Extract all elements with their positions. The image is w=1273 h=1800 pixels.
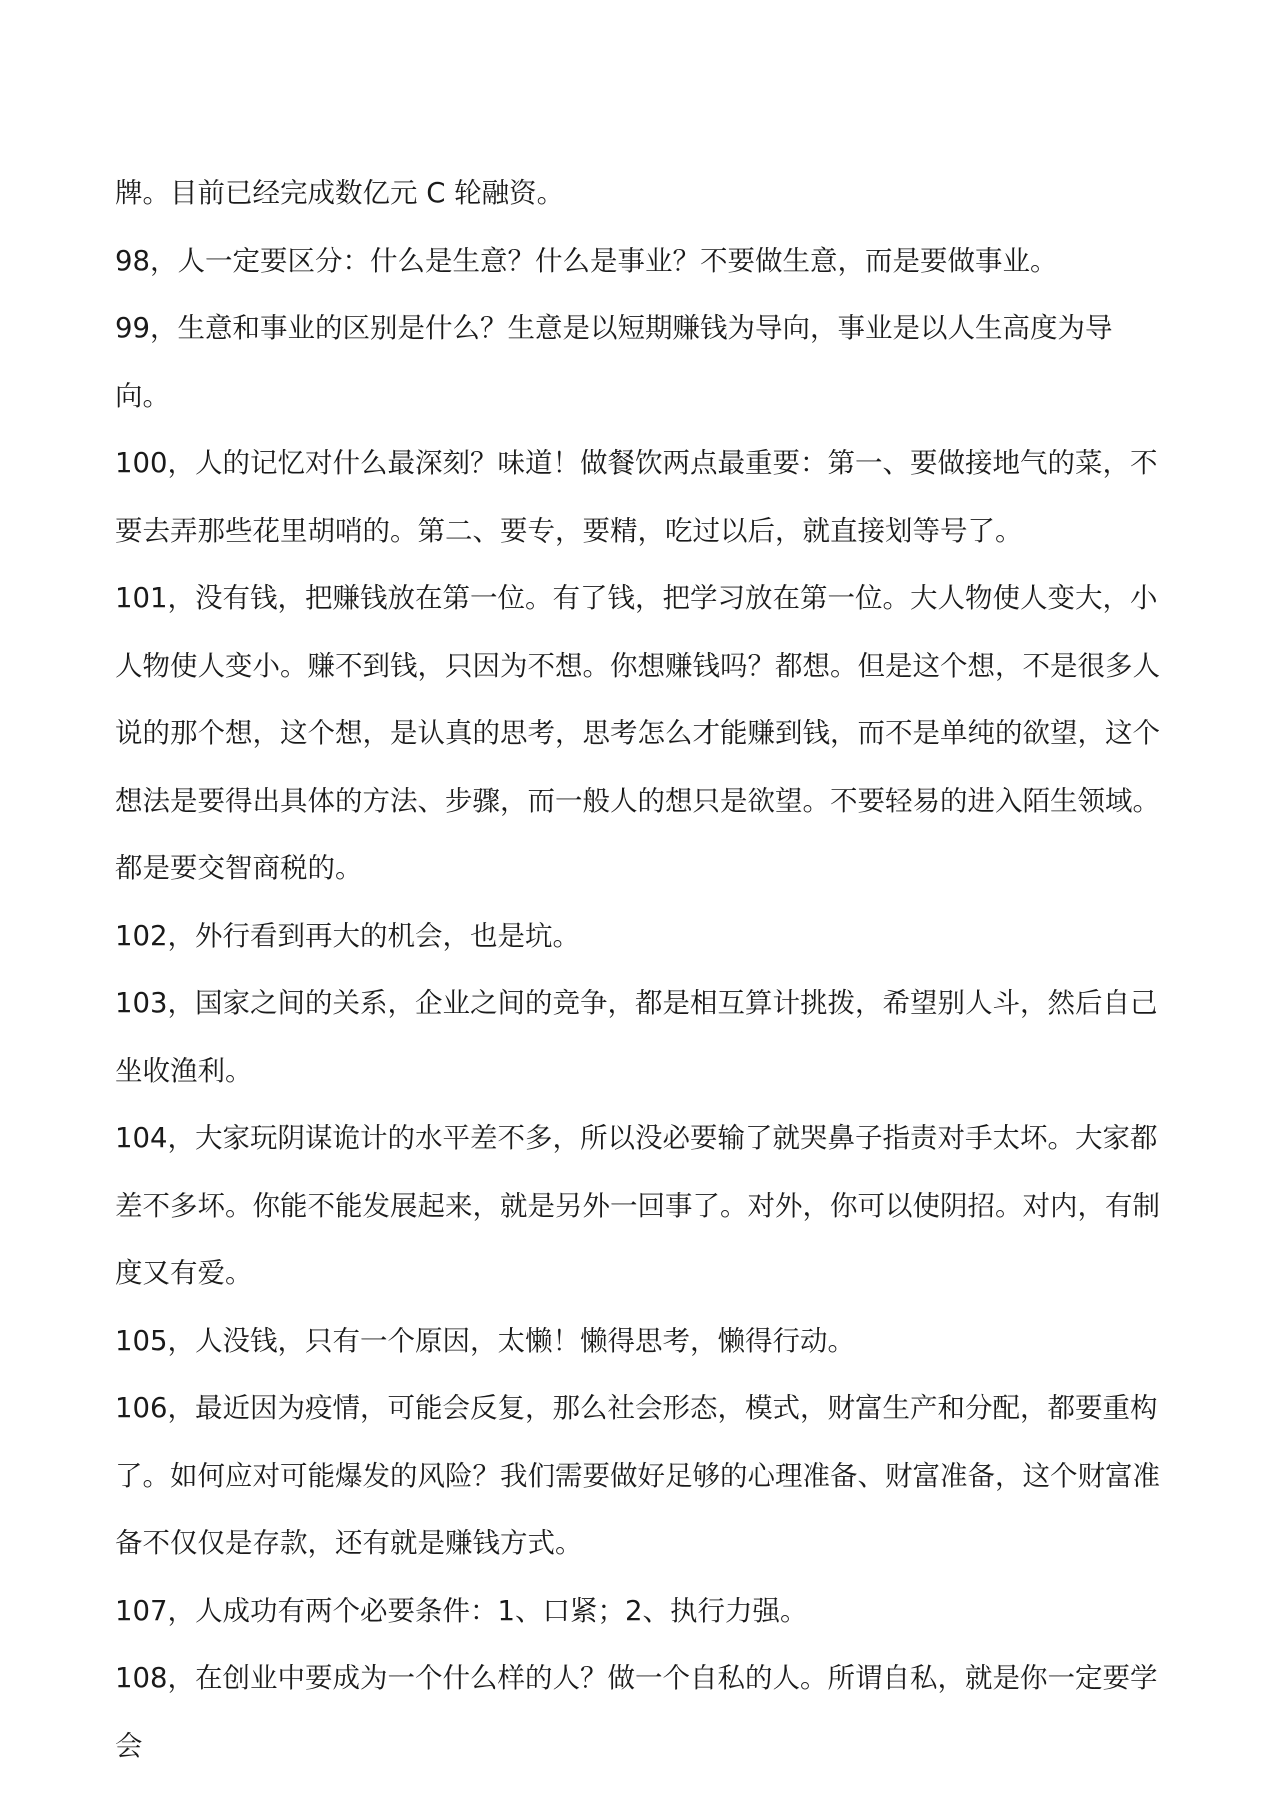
- paragraph-105: 105，人没钱，只有一个原因，太懒！懒得思考，懒得行动。: [115, 1324, 855, 1357]
- paragraph-98: 98，人一定要区分：什么是生意？什么是事业？不要做生意，而是要做事业。: [115, 244, 1058, 277]
- paragraph-102: 102，外行看到再大的机会，也是坑。: [115, 919, 580, 952]
- document-body: [115, 160, 1167, 1780]
- paragraph-103: 103，国家之间的关系，企业之间的竞争，都是相互算计挑拨，希望别人斗，然后自己坐收渔利。: [115, 987, 1158, 1087]
- paragraph-101: 101，没有钱，把赚钱放在第一位。有了钱，把学习放在第一位。大人物使人变大，小人物使人变小。赚不到钱，只因为不想。你想赚钱吗？都想。但是这个想，不是很多人说的那个想，这个想，是认真的思考，思考怎么才能赚到钱，而不是单纯的欲望，这个想法是要得出具体的方法、步骤，而一般人的想只是欲望。不要轻易的进入陌生领域。都是要交智商税的。: [115, 582, 1160, 884]
- paragraph-106: 106，最近因为疫情，可能会反复，那么社会形态，模式，财富生产和分配，都要重构了。如何应对可能爆发的风险？我们需要做好足够的心理准备、财富准备，这个财富准备不仅仅是存款，还有就是赚钱方式。: [115, 1392, 1160, 1559]
- paragraph-108: 108，在创业中要成为一个什么样的人？做一个自私的人。所谓自私，就是你一定要学会: [115, 1662, 1158, 1762]
- paragraph-104: 104，大家玩阴谋诡计的水平差不多，所以没必要输了就哭鼻子指责对手太坏。大家都差不多坏。你能不能发展起来，就是另外一回事了。对外，你可以使阴招。对内，有制度又有爱。: [115, 1122, 1160, 1289]
- paragraph-continuation: 牌。目前已经完成数亿元 C 轮融资。: [115, 177, 565, 209]
- paragraph-100: 100，人的记忆对什么最深刻？味道！做餐饮两点最重要：第一、要做接地气的菜，不要去弄那些花里胡哨的。第二、要专，要精，吃过以后，就直接划等号了。: [115, 447, 1158, 547]
- paragraph-107: 107，人成功有两个必要条件：1、口紧；2、执行力强。: [115, 1594, 808, 1627]
- paragraph-99: 99，生意和事业的区别是什么？生意是以短期赚钱为导向，事业是以人生高度为导向。: [115, 312, 1113, 412]
